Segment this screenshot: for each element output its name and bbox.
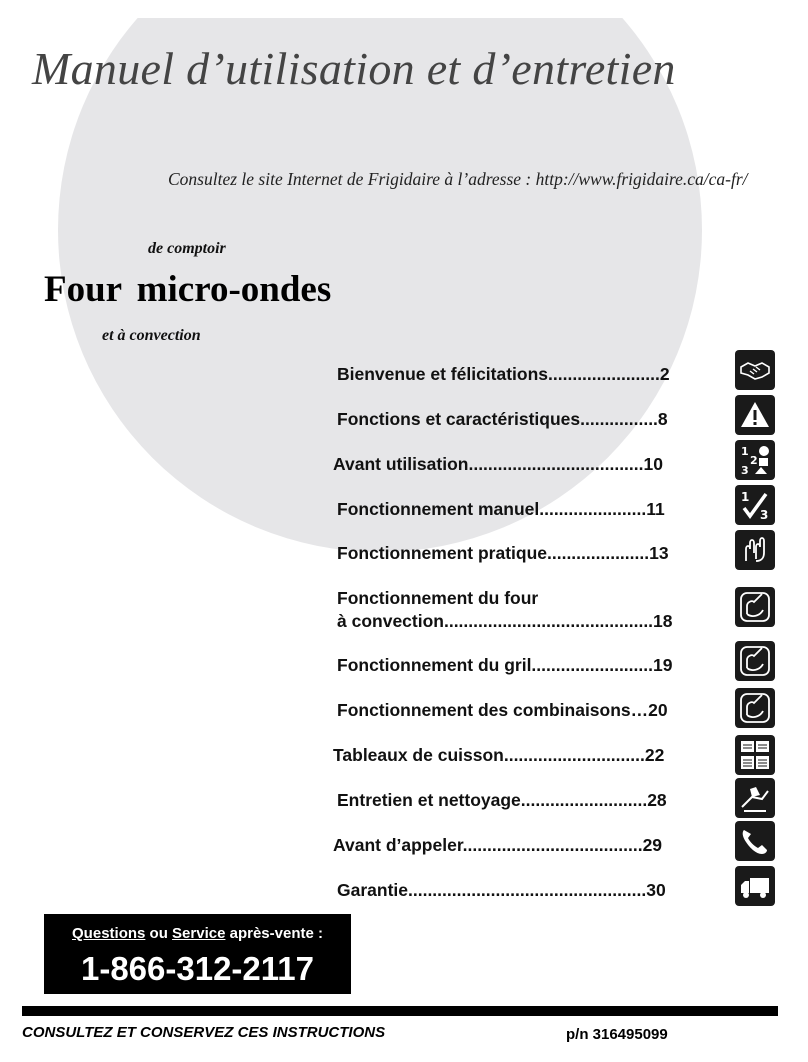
svg-text:2: 2 [750,454,758,467]
touch-pad-icon [735,688,775,728]
toc-item-garantie[interactable]: Garantie.................................................30 [337,880,666,900]
toc-item-fonctionnement-manuel[interactable]: Fonctionnement manuel......................11 [337,499,665,519]
service-or: ou [149,925,168,942]
toc-item-gril[interactable]: Fonctionnement du gril.........................19 [337,655,673,675]
service-line [44,925,351,942]
toc-item-convection-line2[interactable]: à convection...........................................18 [337,611,673,631]
touch-pad-icon [735,641,775,681]
steps-shapes-icon [735,440,775,480]
truck-icon [735,866,775,906]
phone-number[interactable]: 1-866-312-2117 [80,950,315,987]
toc-item-entretien[interactable]: Entretien et nettoyage..........................28 [337,790,667,810]
service-contact-box [44,914,351,994]
cleaning-hand-icon [735,778,775,818]
toc-item-avant-appeler[interactable]: Avant d’appeler.....................................29 [333,835,663,855]
toc-item-fonctions[interactable]: Fonctions et caractéristiques................8 [337,409,668,429]
charts-icon [735,735,775,775]
warning-icon [735,395,775,435]
svg-text:1: 1 [741,490,750,504]
product-subtitle-bottom: et à convection [102,327,201,344]
toc-item-fonctionnement-pratique[interactable]: Fonctionnement pratique.....................13 [337,543,669,563]
steps-check-icon [735,485,775,525]
service-after: après-vente : [229,925,323,942]
product-subtitle-top: de comptoir [148,240,226,257]
service-link[interactable]: Service [172,925,226,942]
toc-item-tableaux[interactable]: Tableaux de cuisson.............................22 [333,745,665,765]
questions-link[interactable]: Questions [72,925,146,942]
toc-item-combinaisons[interactable]: Fonctionnement des combinaisons…20 [337,700,668,720]
svg-text:1: 1 [741,445,749,458]
svg-text:3: 3 [760,508,769,522]
footer-instructions: CONSULTEZ ET CONSERVEZ CES INSTRUCTIONS [22,1024,386,1041]
toc-item-convection-line1[interactable]: Fonctionnement du four [337,588,539,608]
phone-icon [735,821,775,861]
manual-title: Manuel d’utilisation et d’entretien [32,43,676,94]
toc-item-bienvenue[interactable]: Bienvenue et félicitations.......................2 [337,364,670,384]
svg-text:3: 3 [741,464,749,477]
part-number: p/n 316495099 [566,1026,668,1043]
footer-rule [22,1006,778,1016]
product-name: Four micro-ondes [44,269,332,310]
toc-item-avant-utilisation[interactable]: Avant utilisation....................................10 [333,454,663,474]
handshake-icon [735,350,775,390]
finger-press-icon [735,530,775,570]
website-line: Consultez le site Internet de Frigidaire à l’adresse : http://www.frigidaire.ca/ca-fr/ [168,169,748,189]
touch-pad-icon [735,587,775,627]
